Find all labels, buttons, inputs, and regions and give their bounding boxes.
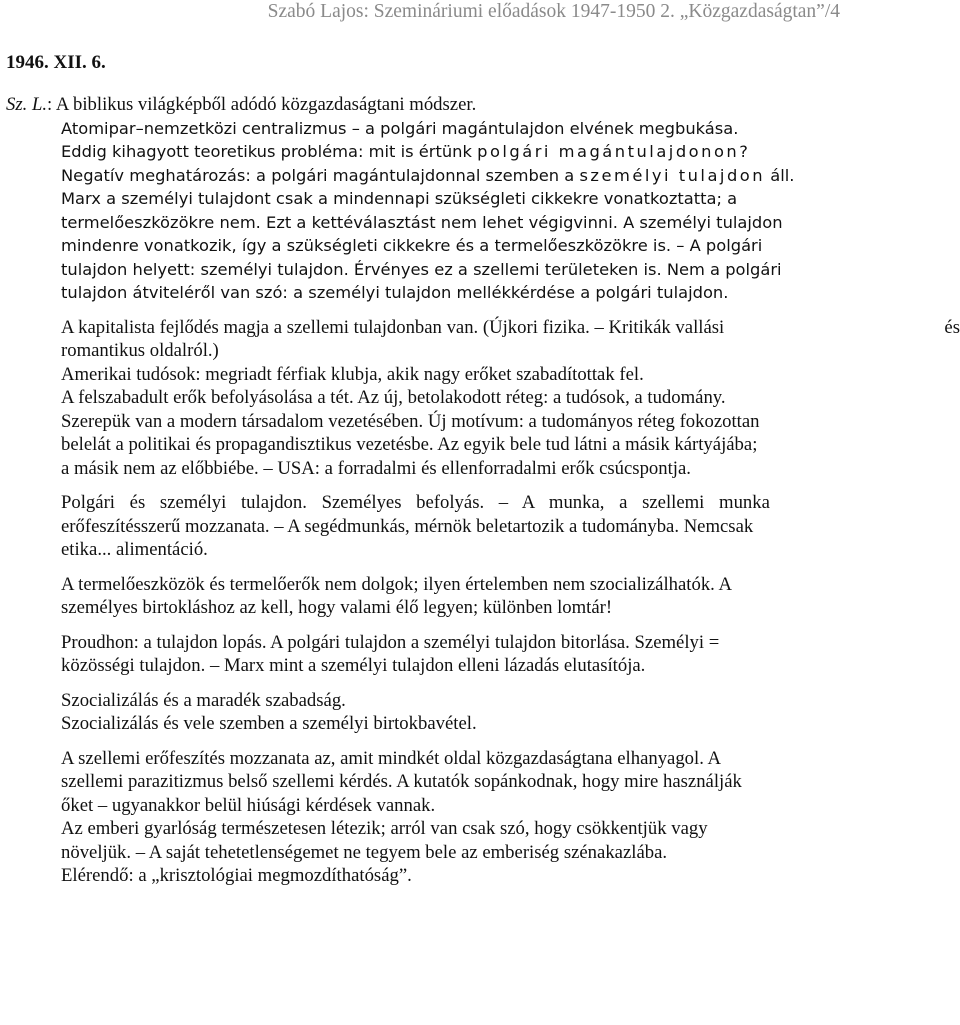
text-span: Eddig kihagyott teoretikus probléma: mit is értünk — [61, 142, 478, 161]
text-line: Szocializálás és vele szemben a személyi birtokbavétel. — [61, 713, 477, 734]
text-line: belelát a politikai és propagandisztikus vezetésbe. Az egyik bele tud látni a másik kártyájába; — [61, 434, 758, 455]
speaker-initials: Sz. L. — [6, 94, 48, 115]
text-line: A szellemi erőfeszítés mozzanata az, amit mindkét oldal közgazdaságtana elhanyagol. A — [61, 747, 722, 769]
text-line: a másik nem az előbbiébe. – USA: a forradalmi és ellenforradalmi erők csúcspontja. — [61, 457, 691, 479]
text-line: Amerikai tudósok: megriadt férfiak klubja, akik nagy erőket szabadítottak fel. — [61, 363, 644, 385]
text-line: etika... alimentáció. — [61, 539, 208, 560]
text-line: termelőeszközökre nem. Ezt a kettéválasztást nem lehet végigvinni. A személyi tulajdon — [61, 212, 783, 232]
text-line: Atomipar–nemzetközi centralizmus – a polgári magántulajdon elvének megbukása. — [61, 118, 739, 138]
text-line — [6, 140, 960, 164]
text-line: Szerepük van a modern társadalom vezetésében. Új motívum: a tudományos réteg fokozottan — [61, 410, 760, 432]
text-line: Elérendő: a „krisztológiai megmozdíthatóság”. — [61, 865, 412, 886]
text-line: szellemi parazitizmus belső szellemi kérdés. A kutatók sopánkodnak, hogy mire használják — [61, 771, 742, 792]
text-line — [6, 164, 960, 188]
text-line: növeljük. – A saját tehetetlenségemet ne tegyem bele az emberiség szénakazlába. — [61, 841, 668, 863]
text-line: Proudhon: a tulajdon lopás. A polgári tulajdon a személyi tulajdon bitorlása. Személyi = — [61, 631, 720, 653]
text-line: tulajdon átviteléről van szó: a személyi tulajdon mellékkérdése a polgári tulajdon. — [61, 283, 729, 302]
text-line: személyes birtokláshoz az kell, hogy valami élő legyen; különben lomtár! — [61, 597, 613, 618]
text-line: erőfeszítésszerű mozzanata. – A segédmunkás, mérnök beletartozik a tudományba. Nemcsak — [61, 515, 754, 537]
emphasized-term: személyi tulajdon — [579, 165, 766, 185]
text-line: Az emberi gyarlóság természetesen létezik; arról van csak szó, hogy csökkentjük vagy — [61, 818, 708, 839]
text-line: mindenre vonatkozik, így a szükségleti cikkekre és a termelőeszközökre is. – A polgári — [61, 236, 763, 255]
text-span: A kapitalista fejlődés magja a szellemi tulajdonban van. (Újkori fizika. – Kritikák vallási — [61, 316, 725, 338]
text-span: ? — [739, 142, 748, 161]
text-line — [6, 93, 960, 117]
text-line: Marx a személyi tulajdont csak a mindennapi szükségleti cikkekre vonatkoztatta; a — [61, 189, 738, 208]
text-line: romantikus oldalról.) — [61, 340, 219, 361]
document-body — [6, 93, 960, 888]
text-line: közösségi tulajdon. – Marx mint a személyi tulajdon elleni lázadás elutasítója. — [61, 655, 646, 676]
emphasized-term: polgári magántulajdonon — [477, 142, 740, 161]
text-line — [6, 316, 960, 340]
running-header: Szabó Lajos: Szemináriumi előadások 1947-1950 2. „Közgazdaságtan”/4 — [267, 1, 840, 22]
document-date: 1946. XII. 6. — [6, 52, 106, 73]
text-line: tulajdon helyett: személyi tulajdon. Érvényes ez a szellemi területeken is. Nem a polgári — [61, 259, 782, 279]
text-span: : A biblikus világképből adódó közgazdaságtani módszer. — [47, 94, 477, 115]
text-line: Polgári és személyi tulajdon. Személyes befolyás. – A munka, a szellemi munka — [61, 492, 770, 513]
text-line: őket – ugyanakkor belül hiúsági kérdések vannak. — [61, 794, 436, 816]
text-span: és — [944, 316, 960, 338]
text-span: Negatív meghatározás: a polgári magántulajdonnal szemben a — [61, 165, 580, 185]
text-line: A termelőeszközök és termelőerők nem dolgok; ilyen értelemben nem szocializálhatók. A — [61, 573, 732, 595]
text-line: Szocializálás és a maradék szabadság. — [61, 689, 346, 711]
text-span: áll. — [765, 165, 795, 185]
text-line: A felszabadult erők befolyásolása a tét. Az új, betolakodott réteg: a tudósok, a tudomány. — [61, 387, 726, 408]
